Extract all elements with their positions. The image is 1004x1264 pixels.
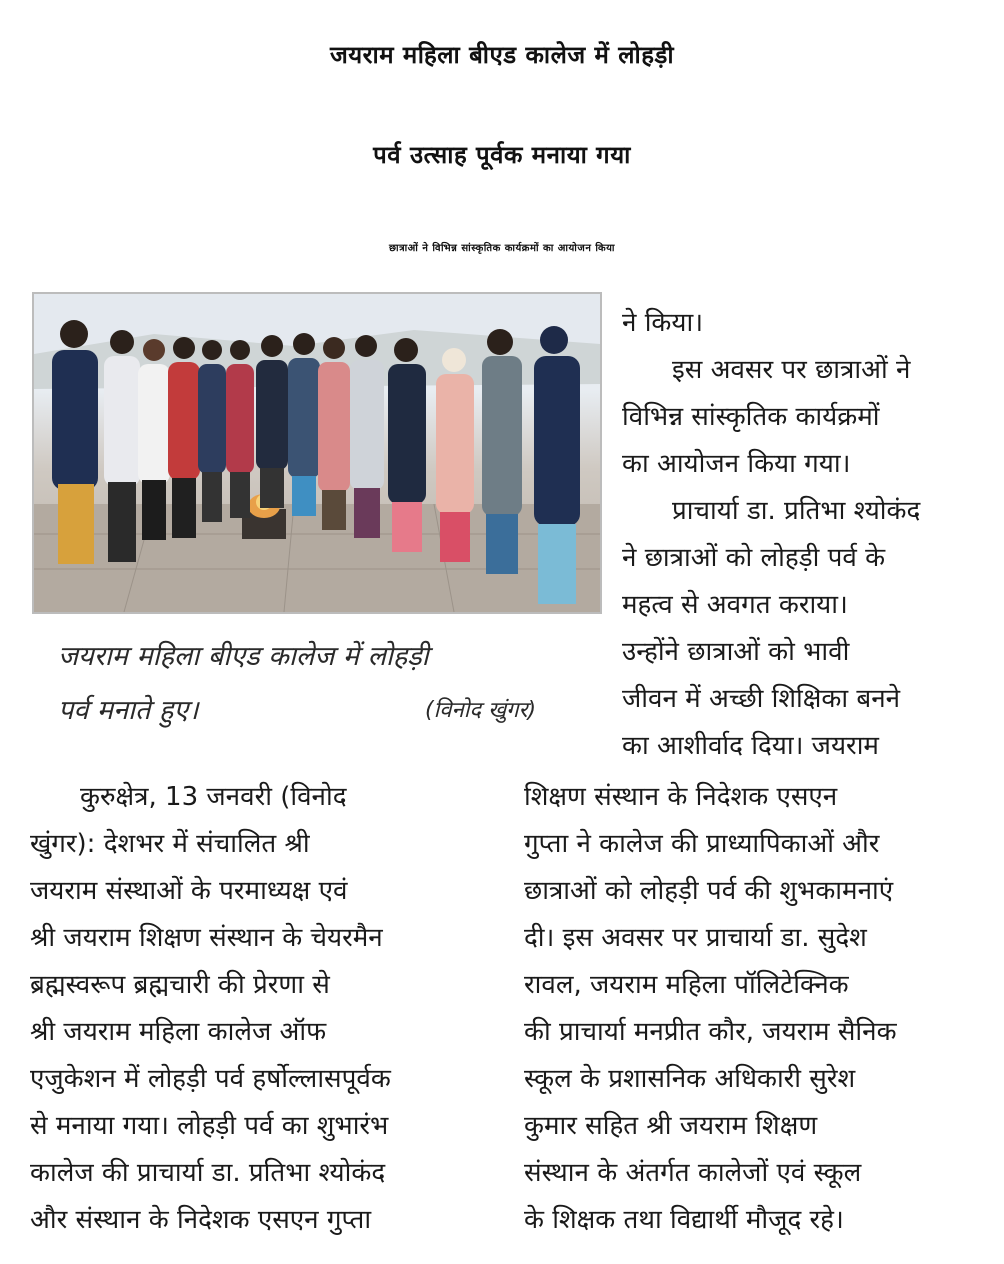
photo-credit: (विनोद खुंगर) xyxy=(425,698,537,723)
left-column-line: और संस्थान के निदेशक एसएन गुप्ता xyxy=(30,1205,372,1235)
left-column-line: ब्रह्मस्वरूप ब्रह्मचारी की प्रेरणा से xyxy=(30,970,330,1000)
bottom-right-column-line: दी। इस अवसर पर प्राचार्या डा. सुदेश xyxy=(524,923,867,953)
right-column-line: ने छात्राओं को लोहड़ी पर्व के xyxy=(622,543,886,573)
headline-line-2: पर्व उत्साह पूर्वक मनाया गया xyxy=(373,141,631,169)
bottom-right-column-line: के शिक्षक तथा विद्यार्थी मौजूद रहे। xyxy=(524,1205,844,1235)
right-column-line: ने किया। xyxy=(622,308,704,338)
bottom-right-column-line: स्कूल के प्रशासनिक अधिकारी सुरेश xyxy=(524,1064,856,1094)
left-column-line: जयराम संस्थाओं के परमाध्यक्ष एवं xyxy=(30,876,348,906)
right-column-line: प्राचार्या डा. प्रतिभा श्योकंद xyxy=(672,496,921,526)
left-column-line: श्री जयराम शिक्षण संस्थान के चेयरमैन xyxy=(30,923,383,953)
right-column-line: इस अवसर पर छात्राओं ने xyxy=(672,355,911,385)
bottom-right-column-line: छात्राओं को लोहड़ी पर्व की शुभकामनाएं xyxy=(524,876,894,906)
bottom-right-column-line: की प्राचार्या मनप्रीत कौर, जयराम सैनिक xyxy=(524,1017,897,1047)
left-column-line: कुरुक्षेत्र, 13 जनवरी (विनोद xyxy=(80,782,347,812)
photo-caption-line-1: जयराम महिला बीएड कालेज में लोहड़ी xyxy=(58,641,429,672)
left-column-line: खुंगर): देशभर में संचालित श्री xyxy=(30,829,310,859)
bottom-right-column-line: संस्थान के अंतर्गत कालेजों एवं स्कूल xyxy=(524,1158,862,1188)
bottom-right-column-line: कुमार सहित श्री जयराम शिक्षण xyxy=(524,1111,818,1141)
right-column-line: का आयोजन किया गया। xyxy=(622,449,851,479)
bottom-right-column-line: शिक्षण संस्थान के निदेशक एसएन xyxy=(524,782,838,812)
left-column-line: कालेज की प्राचार्या डा. प्रतिभा श्योकंद xyxy=(30,1158,386,1188)
right-column-line: विभिन्न सांस्कृतिक कार्यक्रमों xyxy=(622,402,880,432)
right-column-line: का आशीर्वाद दिया। जयराम xyxy=(622,731,879,761)
left-column-line: से मनाया गया। लोहड़ी पर्व का शुभारंभ xyxy=(30,1111,389,1141)
bottom-right-column-line: गुप्ता ने कालेज की प्राध्यापिकाओं और xyxy=(524,829,880,859)
bottom-right-column-line: रावल, जयराम महिला पॉलिटेक्निक xyxy=(524,970,849,1000)
right-column-line: जीवन में अच्छी शिक्षिका बनने xyxy=(622,684,901,714)
subheadline: छात्राओं ने विभिन्न सांस्कृतिक कार्यक्रमों का आयोजन किया xyxy=(388,243,616,254)
headline-line-1: जयराम महिला बीएड कालेज में लोहड़ी xyxy=(329,41,675,69)
news-photo xyxy=(32,292,602,614)
left-column-line: एजुकेशन में लोहड़ी पर्व हर्षोल्लासपूर्वक xyxy=(30,1064,391,1094)
left-column-line: श्री जयराम महिला कालेज ऑफ xyxy=(30,1017,327,1047)
right-column-line: उन्होंने छात्राओं को भावी xyxy=(622,637,850,667)
photo-caption-line-2: पर्व मनाते हुए। xyxy=(58,695,199,726)
right-column-line: महत्व से अवगत कराया। xyxy=(622,590,848,620)
